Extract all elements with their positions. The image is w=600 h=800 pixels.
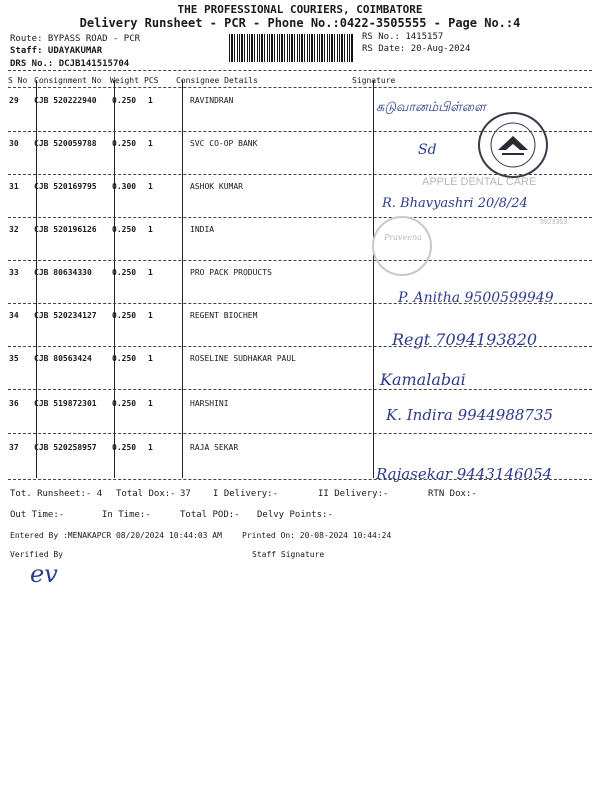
- table-row: [0, 225, 600, 237]
- row-pcs: 1: [148, 225, 153, 234]
- out-time: Out Time:-: [10, 510, 65, 520]
- i-delivery: I Delivery:-: [213, 489, 279, 499]
- ii-delivery: II Delivery:-: [318, 489, 389, 499]
- row-consignee: RAVINDRAN: [190, 96, 234, 105]
- row-consignee: INDIA: [190, 225, 215, 234]
- row-weight: 0.300: [112, 182, 137, 191]
- row-consignment: CJB 519872301: [34, 399, 97, 408]
- printed-on: Printed On: 20-08-2024 10:44:24: [242, 531, 392, 540]
- signature-row-36: K. Indira 9944988735: [386, 406, 554, 424]
- row-pcs: 1: [148, 354, 153, 363]
- total-runsheet: Tot. Runsheet:- 4: [10, 489, 103, 499]
- row-consignment: CJB 520222940: [34, 96, 97, 105]
- row-sno: 29: [9, 96, 19, 105]
- col-consignee: Consignee Details: [176, 76, 258, 85]
- row-weight: 0.250: [112, 443, 137, 452]
- signature-row-30: Sd: [418, 142, 437, 158]
- total-pod: Total POD:-: [180, 510, 240, 520]
- clinic-stamp-text: APPLE DENTAL CARE: [422, 176, 537, 188]
- table-row: [0, 354, 600, 366]
- row-sno: 32: [9, 225, 19, 234]
- row-weight: 0.250: [112, 311, 137, 320]
- staff-label: Staff: UDAYAKUMAR: [10, 46, 103, 56]
- row-consignee: HARSHINI: [190, 399, 229, 408]
- staff-signature-label: Staff Signature: [252, 550, 325, 559]
- row-divider: [8, 260, 592, 261]
- signature-row-37: Rajasekar 9443146054: [376, 465, 553, 483]
- signature-row-32: Praveena: [384, 233, 422, 242]
- row-sno: 30: [9, 139, 19, 148]
- row-pcs: 1: [148, 139, 153, 148]
- row-sno: 31: [9, 182, 19, 191]
- row-consignee: RAJA SEKAR: [190, 443, 239, 452]
- signature-row-35: Kamalabai: [380, 370, 466, 389]
- row-weight: 0.250: [112, 268, 137, 277]
- row-weight: 0.250: [112, 96, 137, 105]
- row-pcs: 1: [148, 443, 153, 452]
- row-consignee: REGENT BIOCHEM: [190, 311, 258, 320]
- row-consignment: CJB 520059788: [34, 139, 97, 148]
- header-divider: [8, 70, 592, 71]
- rs-number: RS No.: 1415157: [362, 32, 444, 42]
- col-consignment: Consignment No: [34, 76, 102, 85]
- row-pcs: 1: [148, 182, 153, 191]
- clinic-stamp-phone: 9923353: [540, 219, 568, 226]
- row-sno: 36: [9, 399, 19, 408]
- signature-row-29: கடுவானம்பிள்ளை: [376, 100, 486, 115]
- col-weight: Weight: [110, 76, 139, 85]
- faint-round-stamp: [372, 216, 432, 276]
- row-consignment: CJB 520258957: [34, 443, 97, 452]
- col-sno: S No: [8, 76, 28, 85]
- drs-number: DRS No.: DCJB141515704: [10, 59, 130, 69]
- entered-by: Entered By :MENAKAPCR 08/20/2024 10:44:03 AM: [10, 531, 222, 540]
- row-pcs: 1: [148, 96, 153, 105]
- row-consignment: CJB 520196126: [34, 225, 97, 234]
- row-consignee: PRO PACK PRODUCTS: [190, 268, 272, 277]
- seal-emblem-icon: [480, 114, 546, 176]
- row-divider: [8, 433, 592, 434]
- in-time: In Time:-: [102, 510, 151, 520]
- total-dox-value: 37: [180, 489, 191, 499]
- bank-seal-stamp: [478, 112, 548, 178]
- col-pcs: PCS: [144, 76, 159, 85]
- row-pcs: 1: [148, 399, 153, 408]
- signature-row-34: Regt 7094193820: [392, 330, 538, 349]
- runsheet-title: Delivery Runsheet - PCR - Phone No.:0422-3505555 - Page No.:4: [79, 16, 521, 30]
- signature-row-31: R. Bhavyashri 20/8/24: [382, 196, 528, 211]
- row-consignee: ROSELINE SUDHAKAR PAUL: [190, 354, 296, 363]
- row-consignment: CJB 520234127: [34, 311, 97, 320]
- table-row: [0, 96, 600, 108]
- column-divider: [8, 87, 592, 88]
- table-row: [0, 443, 600, 455]
- row-consignment: CJB 520169795: [34, 182, 97, 191]
- company-title: THE PROFESSIONAL COURIERS, COIMBATORE: [177, 3, 423, 16]
- row-weight: 0.250: [112, 225, 137, 234]
- verifier-signature: ev: [30, 560, 58, 588]
- row-consignment: CJB 80634330: [34, 268, 92, 277]
- row-divider: [8, 217, 592, 218]
- table-row: [0, 311, 600, 323]
- barcode: [229, 34, 353, 62]
- row-sno: 34: [9, 311, 19, 320]
- row-sno: 33: [9, 268, 19, 277]
- delivery-points: Delvy Points:-: [257, 510, 333, 520]
- row-weight: 0.250: [112, 354, 137, 363]
- table-row: [0, 268, 600, 280]
- row-pcs: 1: [148, 311, 153, 320]
- row-consignee: SVC CO-OP BANK: [190, 139, 258, 148]
- row-consignment: CJB 80563424: [34, 354, 92, 363]
- verified-by-label: Verified By: [10, 550, 63, 559]
- col-signature: Signature: [352, 76, 396, 85]
- row-divider: [8, 389, 592, 390]
- row-weight: 0.250: [112, 399, 137, 408]
- row-sno: 37: [9, 443, 19, 452]
- row-weight: 0.250: [112, 139, 137, 148]
- route-label: Route: BYPASS ROAD - PCR: [10, 34, 141, 44]
- row-pcs: 1: [148, 268, 153, 277]
- row-consignee: ASHOK KUMAR: [190, 182, 243, 191]
- rtn-dox: RTN Dox:-: [428, 489, 477, 499]
- signature-row-33: P. Anitha 9500599949: [398, 290, 554, 306]
- rs-date: RS Date: 20-Aug-2024: [362, 44, 471, 54]
- row-sno: 35: [9, 354, 19, 363]
- total-dox-label: Total Dox:-: [116, 489, 176, 499]
